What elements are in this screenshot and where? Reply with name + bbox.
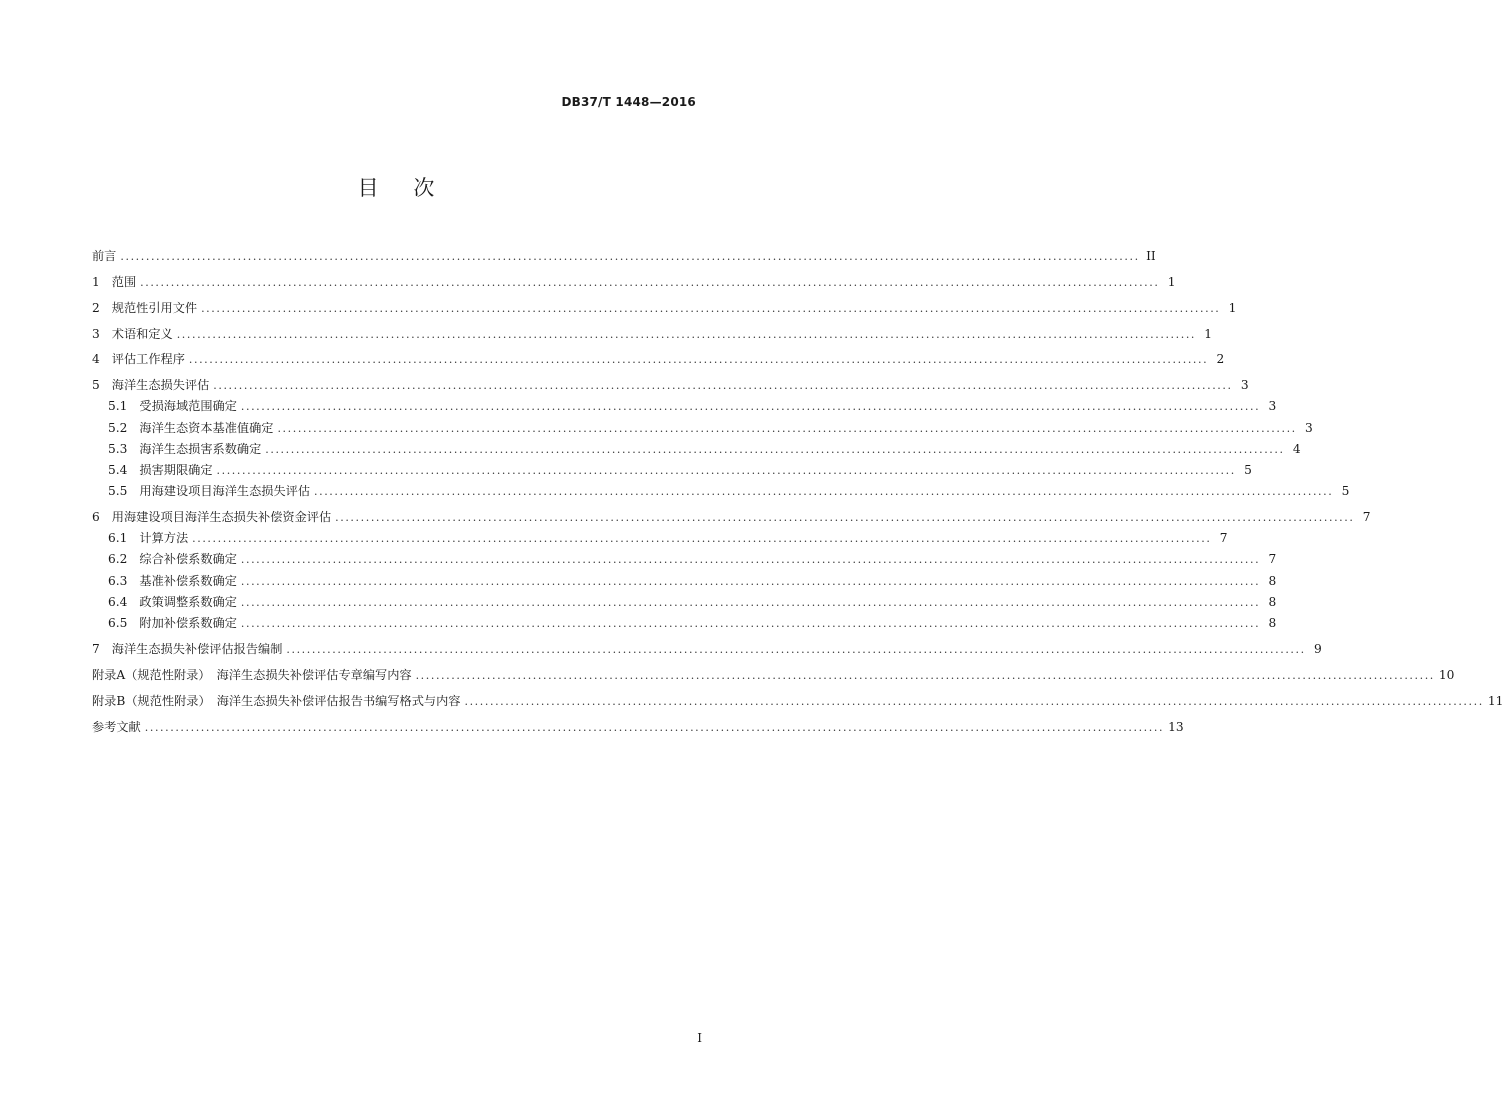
toc-entry-number: 1 bbox=[92, 274, 100, 289]
toc-entry-number: 5.2 bbox=[108, 420, 128, 435]
toc-leader-dots: ........................................................................................................................................................................................................ bbox=[201, 301, 1221, 315]
table-of-contents bbox=[92, 238, 1503, 735]
toc-entry-label: 损害期限确定 bbox=[139, 463, 213, 477]
toc-entry-page: 3 bbox=[1305, 420, 1313, 435]
toc-entry-label: 附录A（规范性附录） 海洋生态损失补偿评估专章编写内容 bbox=[92, 667, 412, 682]
toc-leader-dots: ........................................................................................................................................................................................................ bbox=[240, 553, 1261, 567]
toc-entry-page: 4 bbox=[1292, 441, 1301, 456]
toc-entry-number: 5.1 bbox=[108, 399, 128, 414]
toc-leader-dots: ........................................................................................................................................................................................................ bbox=[464, 694, 1484, 708]
toc-entry-page: 13 bbox=[1168, 719, 1184, 734]
toc-entry-page: 8 bbox=[1268, 594, 1277, 609]
toc-entry-label: 规范性引用文件 bbox=[111, 300, 198, 315]
toc-entry-page: 8 bbox=[1268, 573, 1277, 588]
toc-entry-label: 政策调整系数确定 bbox=[139, 594, 237, 609]
toc-entry[interactable] bbox=[92, 636, 1322, 657]
toc-entry[interactable] bbox=[92, 662, 1455, 683]
toc-entry-number: 6.3 bbox=[108, 573, 128, 588]
toc-entry-label: 海洋生态资本基准值确定 bbox=[139, 420, 274, 435]
toc-leader-dots: ........................................................................................................................................................................................................ bbox=[240, 574, 1261, 588]
toc-entry-page: 3 bbox=[1240, 378, 1249, 393]
toc-entry[interactable] bbox=[92, 436, 1301, 457]
toc-entry-label: 附加补偿系数确定 bbox=[139, 616, 237, 630]
toc-entry-page: 1 bbox=[1228, 300, 1237, 315]
toc-entry-page: 7 bbox=[1362, 510, 1371, 525]
toc-leader-dots: ........................................................................................................................................................................................................ bbox=[286, 642, 1306, 656]
toc-entry-page: 5 bbox=[1341, 484, 1350, 499]
toc-entry[interactable] bbox=[92, 546, 1277, 567]
toc-entry-label: 计算方法 bbox=[139, 531, 189, 546]
toc-entry-label: 评估工作程序 bbox=[111, 352, 185, 367]
toc-leader-dots: ........................................................................................................................................................................................................ bbox=[240, 617, 1261, 630]
toc-leader-dots: ........................................................................................................................................................................................................ bbox=[188, 353, 1209, 367]
toc-entry[interactable] bbox=[92, 372, 1249, 393]
toc-leader-dots: ........................................................................................................................................................................................................ bbox=[192, 532, 1212, 546]
toc-entry[interactable] bbox=[92, 393, 1277, 414]
toc-entry-page: II bbox=[1146, 248, 1156, 263]
toc-entry-label: 附录B（规范性附录） 海洋生态损失补偿评估报告书编写格式与内容 bbox=[92, 693, 461, 708]
toc-entry[interactable] bbox=[92, 269, 1176, 290]
toc-entry-label: 前言 bbox=[92, 248, 117, 263]
toc-entry-label: 术语和定义 bbox=[111, 326, 173, 341]
standard-code: DB37/T 1448—2016 bbox=[561, 95, 696, 109]
toc-entry-label: 受损海域范围确定 bbox=[139, 399, 237, 414]
toc-entry-label: 用海建设项目海洋生态损失补偿资金评估 bbox=[111, 510, 332, 525]
toc-entry-number: 6 bbox=[92, 510, 100, 525]
toc-entry-page: 7 bbox=[1219, 531, 1228, 546]
toc-entry[interactable] bbox=[92, 567, 1277, 588]
toc-leader-dots: ........................................................................................................................................................................................................ bbox=[140, 275, 1160, 289]
toc-entry-number: 4 bbox=[92, 352, 100, 367]
toc-entry-page: 5 bbox=[1244, 463, 1252, 477]
toc-leader-dots: ........................................................................................................................................................................................................ bbox=[277, 421, 1297, 435]
toc-entry-number: 5 bbox=[92, 378, 100, 393]
toc-entry-number: 2 bbox=[92, 300, 100, 315]
toc-entry[interactable] bbox=[92, 713, 1184, 734]
toc-entry[interactable] bbox=[92, 687, 1503, 708]
toc-entry-number: 3 bbox=[92, 326, 100, 341]
toc-entry-number: 6.4 bbox=[108, 594, 128, 609]
toc-entry-label: 综合补偿系数确定 bbox=[139, 552, 237, 567]
toc-leader-dots: ........................................................................................................................................................................................................ bbox=[176, 327, 1197, 341]
toc-leader-dots: ........................................................................................................................................................................................................ bbox=[240, 400, 1261, 414]
toc-entry-label: 海洋生态损害系数确定 bbox=[139, 441, 262, 456]
toc-entry-label: 海洋生态损失补偿评估报告编制 bbox=[111, 641, 283, 656]
toc-entry-number: 7 bbox=[92, 641, 100, 656]
toc-entry-number: 6.1 bbox=[108, 531, 128, 546]
toc-entry[interactable] bbox=[92, 589, 1277, 610]
toc-entry-label: 基准补偿系数确定 bbox=[139, 573, 237, 588]
toc-entry-number: 6.2 bbox=[108, 552, 128, 567]
page-number: I bbox=[697, 1031, 702, 1045]
toc-entry[interactable] bbox=[92, 243, 1156, 264]
toc-leader-dots: ........................................................................................................................................................................................................ bbox=[144, 720, 1165, 734]
toc-entry-label: 参考文献 bbox=[92, 719, 141, 734]
toc-entry-number: 5.4 bbox=[108, 463, 128, 477]
toc-entry-page: 1 bbox=[1204, 326, 1213, 341]
toc-entry-number: 5.5 bbox=[108, 484, 128, 499]
toc-entry[interactable] bbox=[92, 525, 1228, 546]
toc-entry-page: 1 bbox=[1167, 274, 1176, 289]
page-title: 目 次 bbox=[357, 176, 449, 200]
toc-entry-number: 6.5 bbox=[108, 616, 128, 630]
toc-entry[interactable] bbox=[92, 457, 1252, 478]
toc-entry[interactable] bbox=[92, 346, 1225, 367]
toc-leader-dots: ........................................................................................................................................................................................................ bbox=[213, 379, 1233, 393]
toc-entry[interactable] bbox=[92, 610, 1277, 631]
toc-entry[interactable] bbox=[92, 414, 1313, 435]
toc-entry-page: 9 bbox=[1313, 641, 1322, 656]
toc-leader-dots: ........................................................................................................................................................................................................ bbox=[120, 249, 1140, 263]
toc-leader-dots: ........................................................................................................................................................................................................ bbox=[265, 442, 1285, 456]
toc-entry-number: 5.3 bbox=[108, 441, 128, 456]
toc-leader-dots: ........................................................................................................................................................................................................ bbox=[240, 595, 1261, 609]
toc-leader-dots: ........................................................................................................................................................................................................ bbox=[314, 485, 1334, 499]
toc-entry[interactable] bbox=[92, 478, 1350, 499]
toc-entry[interactable] bbox=[92, 320, 1213, 341]
toc-entry-label: 范围 bbox=[111, 274, 137, 289]
toc-entry-page: 3 bbox=[1268, 399, 1277, 414]
toc-entry-page: 7 bbox=[1268, 552, 1277, 567]
toc-entry-page: 2 bbox=[1216, 352, 1225, 367]
toc-entry[interactable] bbox=[92, 504, 1371, 525]
toc-leader-dots: ........................................................................................................................................................................................................ bbox=[216, 464, 1236, 477]
toc-entry-label: 用海建设项目海洋生态损失评估 bbox=[139, 484, 311, 499]
toc-entry[interactable] bbox=[92, 294, 1237, 315]
toc-leader-dots: ........................................................................................................................................................................................................ bbox=[415, 668, 1435, 682]
toc-entry-page: 10 bbox=[1438, 667, 1455, 682]
toc-leader-dots: ........................................................................................................................................................................................................ bbox=[335, 511, 1355, 525]
toc-entry-page: 8 bbox=[1268, 616, 1277, 630]
toc-entry-label: 海洋生态损失评估 bbox=[111, 378, 210, 393]
toc-entry-page: 11 bbox=[1487, 693, 1503, 708]
